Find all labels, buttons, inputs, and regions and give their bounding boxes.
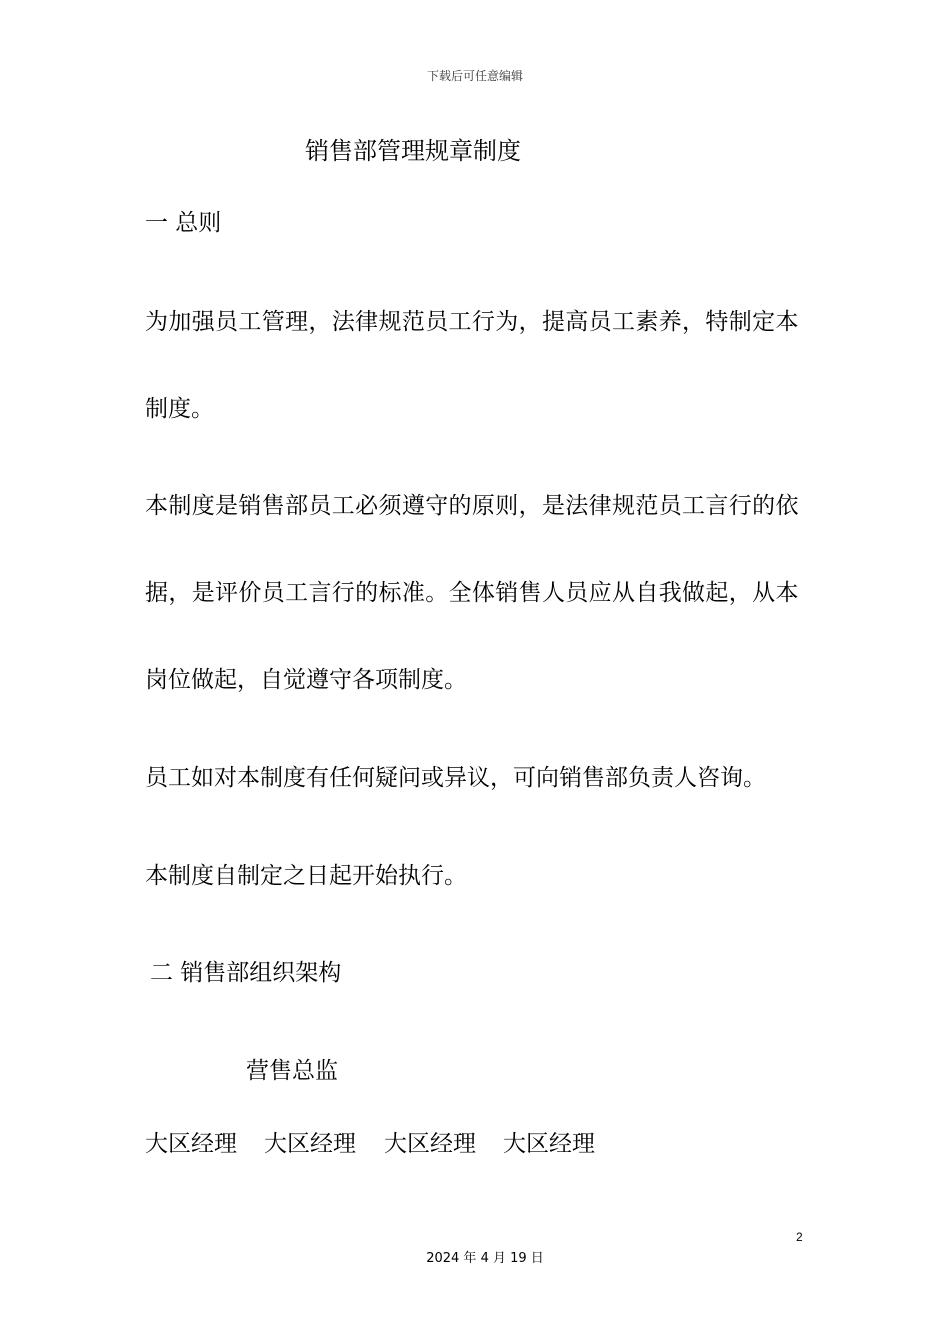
org-sub-role: 大区经理	[145, 1131, 237, 1157]
paragraph-line: 为加强员工管理，法律规范员工行为，提高员工素养，特制定本	[145, 309, 799, 335]
paragraph-line: 据，是评价员工言行的标准。全体销售人员应从自我做起，从本	[145, 580, 799, 606]
header-note: 下载后可任意编辑	[426, 69, 523, 83]
section-heading-org: 二 销售部组织架构	[150, 960, 342, 986]
footer-date: 2024 年 4 月 19 日	[426, 1251, 544, 1266]
section-heading-general: 一 总则	[145, 210, 222, 236]
document-title: 销售部管理规章制度	[305, 137, 521, 165]
page-number: 2	[796, 1230, 803, 1244]
org-sub-role: 大区经理	[503, 1131, 595, 1157]
org-top-role: 营售总监	[246, 1058, 338, 1084]
org-sub-role: 大区经理	[264, 1131, 356, 1157]
paragraph-line: 岗位做起，自觉遵守各项制度。	[145, 667, 467, 693]
paragraph-line: 本制度自制定之日起开始执行。	[145, 863, 467, 889]
paragraph-line: 本制度是销售部员工必须遵守的原则，是法律规范员工言行的依	[145, 493, 799, 519]
paragraph-line: 制度。	[145, 396, 214, 422]
org-sub-role: 大区经理	[384, 1131, 476, 1157]
paragraph-line: 员工如对本制度有任何疑问或异议，可向销售部负责人咨询。	[145, 765, 766, 791]
